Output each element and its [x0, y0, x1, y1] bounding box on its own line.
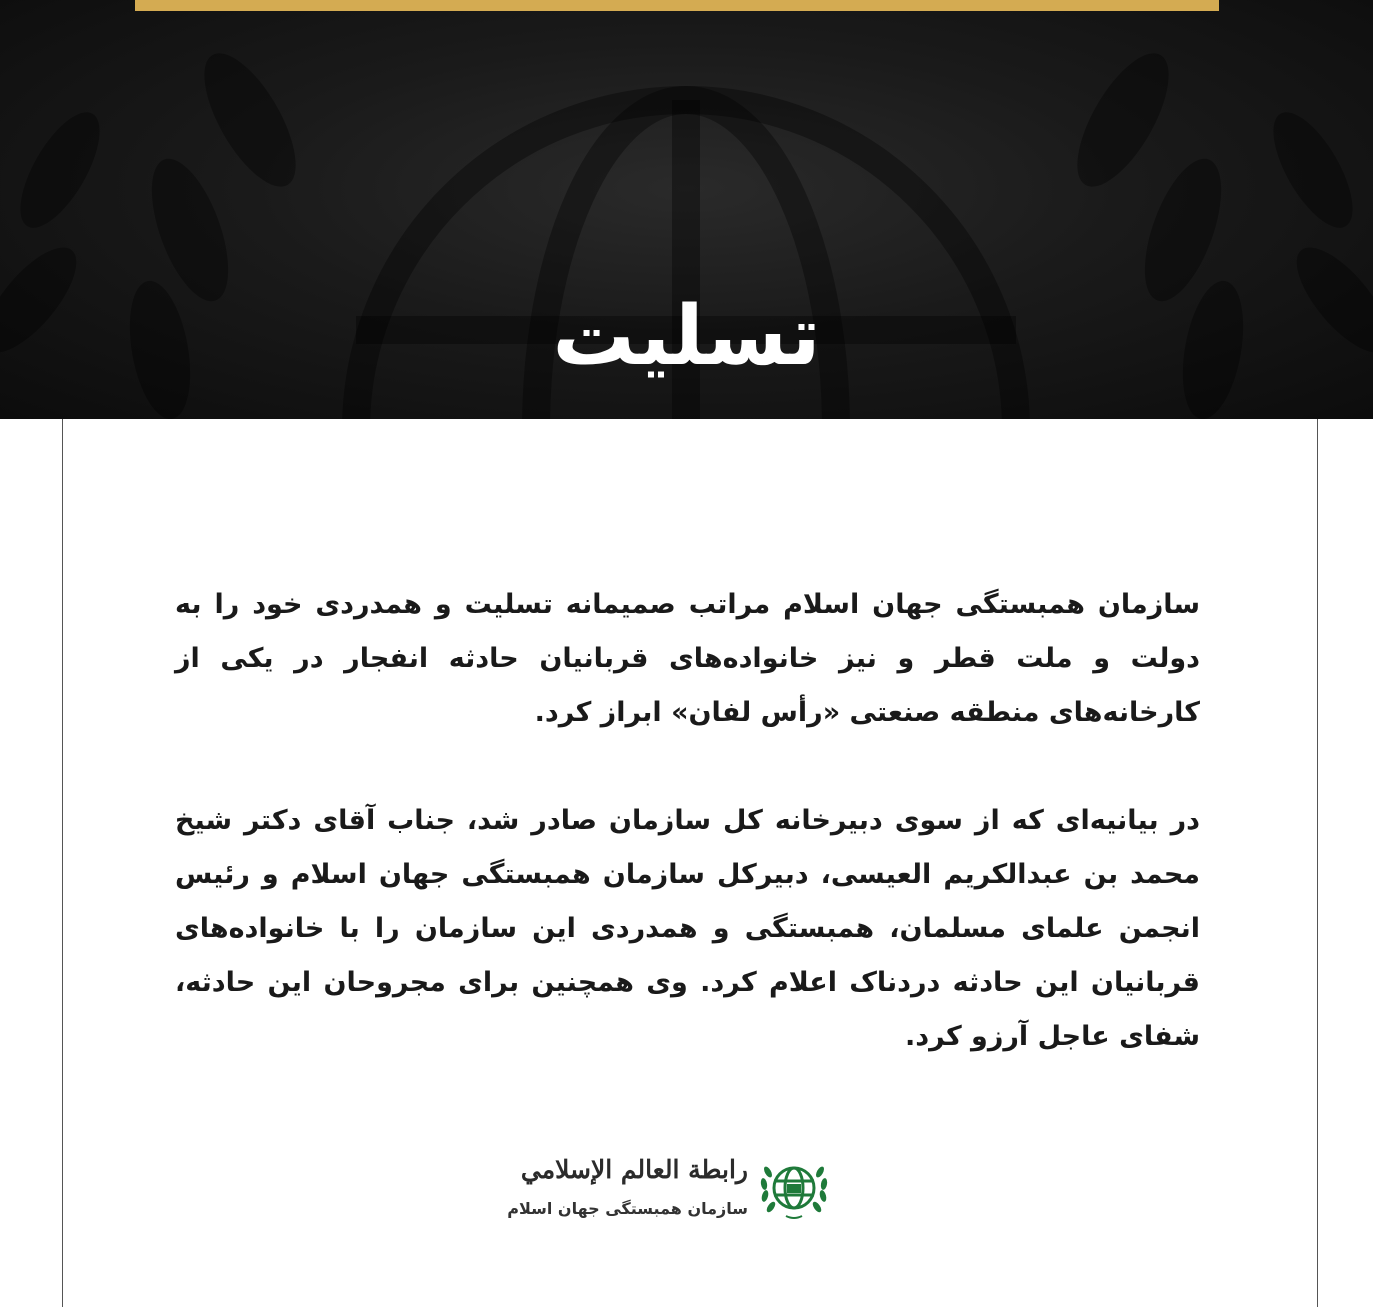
organization-logo: [507, 1148, 836, 1228]
paragraph-1: سازمان همبستگی جهان اسلام مراتب صمیمانه تسلیت و همدردی خود را به دولت و ملت قطر و نیز خانواده‌های قربانیان حادثه انفجار در یکی از کارخانه‌های منطقه صنعتی «رأس لفان» ابراز کرد.: [175, 589, 1200, 728]
gold-accent-bar: [135, 0, 1219, 11]
globe-laurel-emblem-icon: [756, 1150, 832, 1226]
paragraph-2: در بیانیه‌ای که از سوی دبیرخانه کل سازمان صادر شد، جناب آقای دکتر شیخ محمد بن عبدالکریم العیسی، دبیرکل سازمان همبستگی جهان اسلام و رئیس انجمن علمای مسلمان، همبستگی و همدردی این سازمان را با خانواده‌های قربانیان این حادثه دردناک اعلام کرد. وی همچنین برای مجروحان این حادثه، شفای عاجل آرزو کرد.: [175, 805, 1200, 1052]
logo-arabic-name: رابطة العالم الإسلامي: [520, 1155, 748, 1184]
logo-persian-name: سازمان همبستگی جهان اسلام: [507, 1199, 748, 1218]
header-banner: [0, 0, 1373, 419]
statement-body: [175, 578, 1200, 1118]
page-title: تسلیت: [552, 289, 821, 384]
